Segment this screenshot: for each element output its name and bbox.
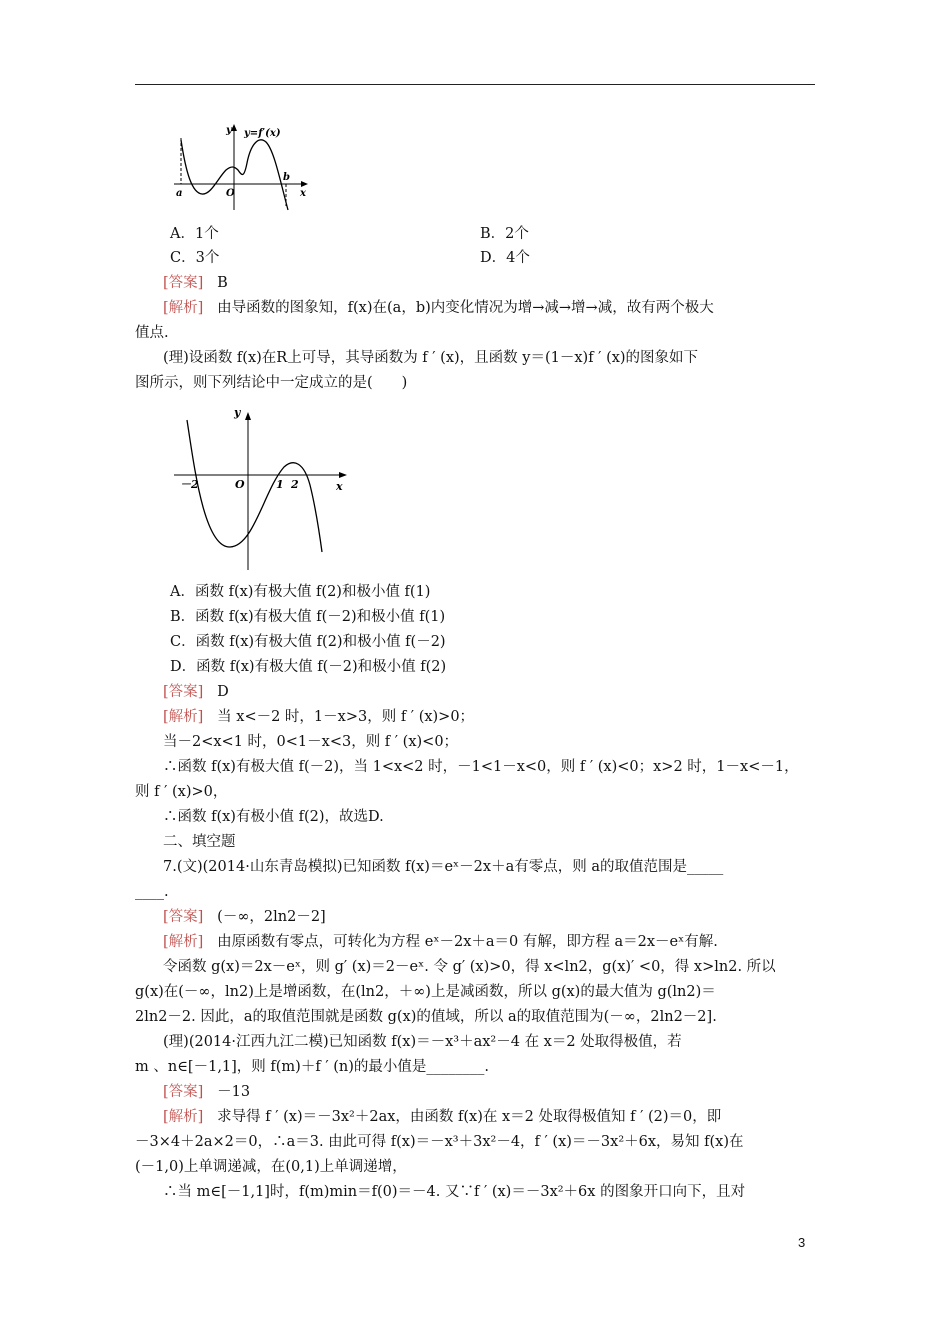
- x-axis-label: x: [300, 188, 306, 199]
- q7li-analysis-4: ∴当 m∈[－1,1]时，f(m)min＝f(0)＝－4. 又∵f ′ (x)＝－3x²＋6x 的图象开口向下，且对: [163, 1184, 746, 1200]
- q6li-analysis-3: ∴函数 f(x)有极大值 f(－2)，当 1<x<2 时，－1<1－x<0，则 f ′ (x)<0；x>2 时，1－x<－1，: [163, 759, 799, 775]
- q7-analysis-4: 2ln2－2. 因此，a的取值范围就是函数 g(x)的值域，所以 a的取值范围为(－∞，2ln2－2].: [135, 1009, 717, 1025]
- answer-tag: [答案]: [163, 909, 204, 925]
- q7li-stem-1: (理)(2014·江西九江二模)已知函数 f(x)＝－x³＋ax²－4 在 x＝2 处取得极值，若: [163, 1034, 682, 1050]
- q7-stem-1: 7.(文)(2014·山东青岛模拟)已知函数 f(x)＝eˣ－2x＋a有零点，则 a的取值范围是_____: [163, 859, 724, 875]
- analysis-tag: [解析]: [163, 1109, 204, 1125]
- q7li-stem-2: m 、n∈[－1,1]，则 f(m)＋f ′ (n)的最小值是________.: [135, 1059, 489, 1075]
- product-graph-figure: [172, 400, 354, 572]
- product-curve: [187, 420, 322, 552]
- y-axis-label: y: [234, 406, 241, 419]
- y-axis-arrow: [231, 124, 237, 131]
- analysis-tag: [解析]: [163, 709, 204, 725]
- origin-label: O: [226, 188, 235, 199]
- q6-option-a: A．1个: [170, 226, 219, 242]
- q7-answer: [163, 907, 847, 927]
- q6li-option-d: D．函数 f(x)有极大值 f(－2)和极小值 f(2): [170, 659, 447, 675]
- q6-option-b: B．2个: [480, 226, 529, 242]
- answer-value: －13: [217, 1084, 251, 1100]
- q6li-analysis-1: [163, 707, 847, 727]
- section-heading: 二、填空题: [163, 834, 236, 850]
- q6li-analysis-4: 则 f ′ (x)>0，: [135, 784, 228, 800]
- q6-option-d: D．4个: [480, 250, 530, 266]
- q6li-option-c: C．函数 f(x)有极大值 f(2)和极小值 f(－2): [170, 634, 446, 650]
- curve-label: y=f′(x): [244, 128, 281, 139]
- q6li-answer: [163, 682, 847, 702]
- q7-stem-2: ____.: [135, 884, 169, 900]
- analysis-text: 当 x<－2 时，1－x>3，则 f ′ (x)>0；: [217, 709, 475, 725]
- analysis-text: 由原函数有零点，可转化为方程 eˣ－2x＋a＝0 有解，即方程 a＝2x－eˣ有解.: [217, 934, 718, 950]
- x-axis-arrow: [339, 472, 347, 478]
- q6li-analysis-2: 当－2<x<1 时，0<1－x<3，则 f ′ (x)<0；: [163, 734, 459, 750]
- q6-answer: [163, 273, 847, 293]
- q7-analysis-2: 令函数 g(x)＝2x－eˣ，则 g′ (x)＝2－eˣ. 令 g′ (x)>0，得 x<ln2，g(x)′ <0，得 x>ln2. 所以: [163, 959, 776, 975]
- neg-two-label: －2: [180, 478, 199, 491]
- q7li-answer: [163, 1082, 847, 1102]
- q6-option-c: C．3个: [170, 250, 220, 266]
- a-label: a: [176, 188, 183, 199]
- answer-tag: [答案]: [163, 275, 204, 291]
- answer-value: (－∞，2ln2－2]: [217, 909, 326, 925]
- q6li-analysis-5: ∴函数 f(x)有极小值 f(2)，故选D.: [163, 809, 384, 825]
- q6-analysis-2: 值点.: [135, 325, 169, 341]
- q6-analysis-1: [163, 298, 847, 318]
- q6li-stem-2: 图所示，则下列结论中一定成立的是( ): [135, 375, 408, 391]
- derivative-graph-figure: [168, 118, 316, 214]
- origin-label: O: [235, 478, 245, 491]
- y-axis-label: y: [226, 125, 232, 136]
- q7li-analysis-2: －3×4＋2a×2＝0，∴a＝3. 由此可得 f(x)＝－x³＋3x²－4，f ′ (x)＝－3x²＋6x，易知 f(x)在: [135, 1134, 744, 1150]
- y-axis-arrow: [245, 412, 251, 420]
- q7li-analysis-3: (－1,0)上单调递减，在(0,1)上单调递增，: [135, 1159, 407, 1175]
- answer-value: D: [217, 684, 229, 700]
- b-label: b: [283, 172, 290, 183]
- q6li-stem-1: (理)设函数 f(x)在R上可导，其导函数为 f ′ (x)，且函数 y＝(1－x)f ′ (x)的图象如下: [163, 350, 699, 366]
- page-number: 3: [798, 1235, 806, 1250]
- answer-value: B: [217, 275, 228, 291]
- q7-analysis-3: g(x)在(－∞，ln2)上是增函数，在(ln2，＋∞)上是减函数，所以 g(x)的最大值为 g(ln2)＝: [135, 984, 716, 1000]
- answer-tag: [答案]: [163, 684, 204, 700]
- x-axis-label: x: [336, 480, 343, 493]
- answer-tag: [答案]: [163, 1084, 204, 1100]
- analysis-text: 由导函数的图象知，f(x)在(a，b)内变化情况为增→减→增→减，故有两个极大: [217, 300, 714, 316]
- q6li-option-a: A．函数 f(x)有极大值 f(2)和极小值 f(1): [170, 584, 431, 600]
- x-axis-arrow: [301, 181, 308, 187]
- header-rule: [135, 84, 815, 85]
- q6li-option-b: B．函数 f(x)有极大值 f(－2)和极小值 f(1): [170, 609, 446, 625]
- one-label: 1: [276, 478, 284, 491]
- analysis-tag: [解析]: [163, 934, 204, 950]
- q7-analysis-1: [163, 932, 847, 952]
- analysis-text: 求导得 f ′ (x)＝－3x²＋2ax，由函数 f(x)在 x＝2 处取得极值知 f ′ (2)＝0，即: [217, 1109, 722, 1125]
- analysis-tag: [解析]: [163, 300, 204, 316]
- two-label: 2: [291, 478, 299, 491]
- q7li-analysis-1: [163, 1107, 847, 1127]
